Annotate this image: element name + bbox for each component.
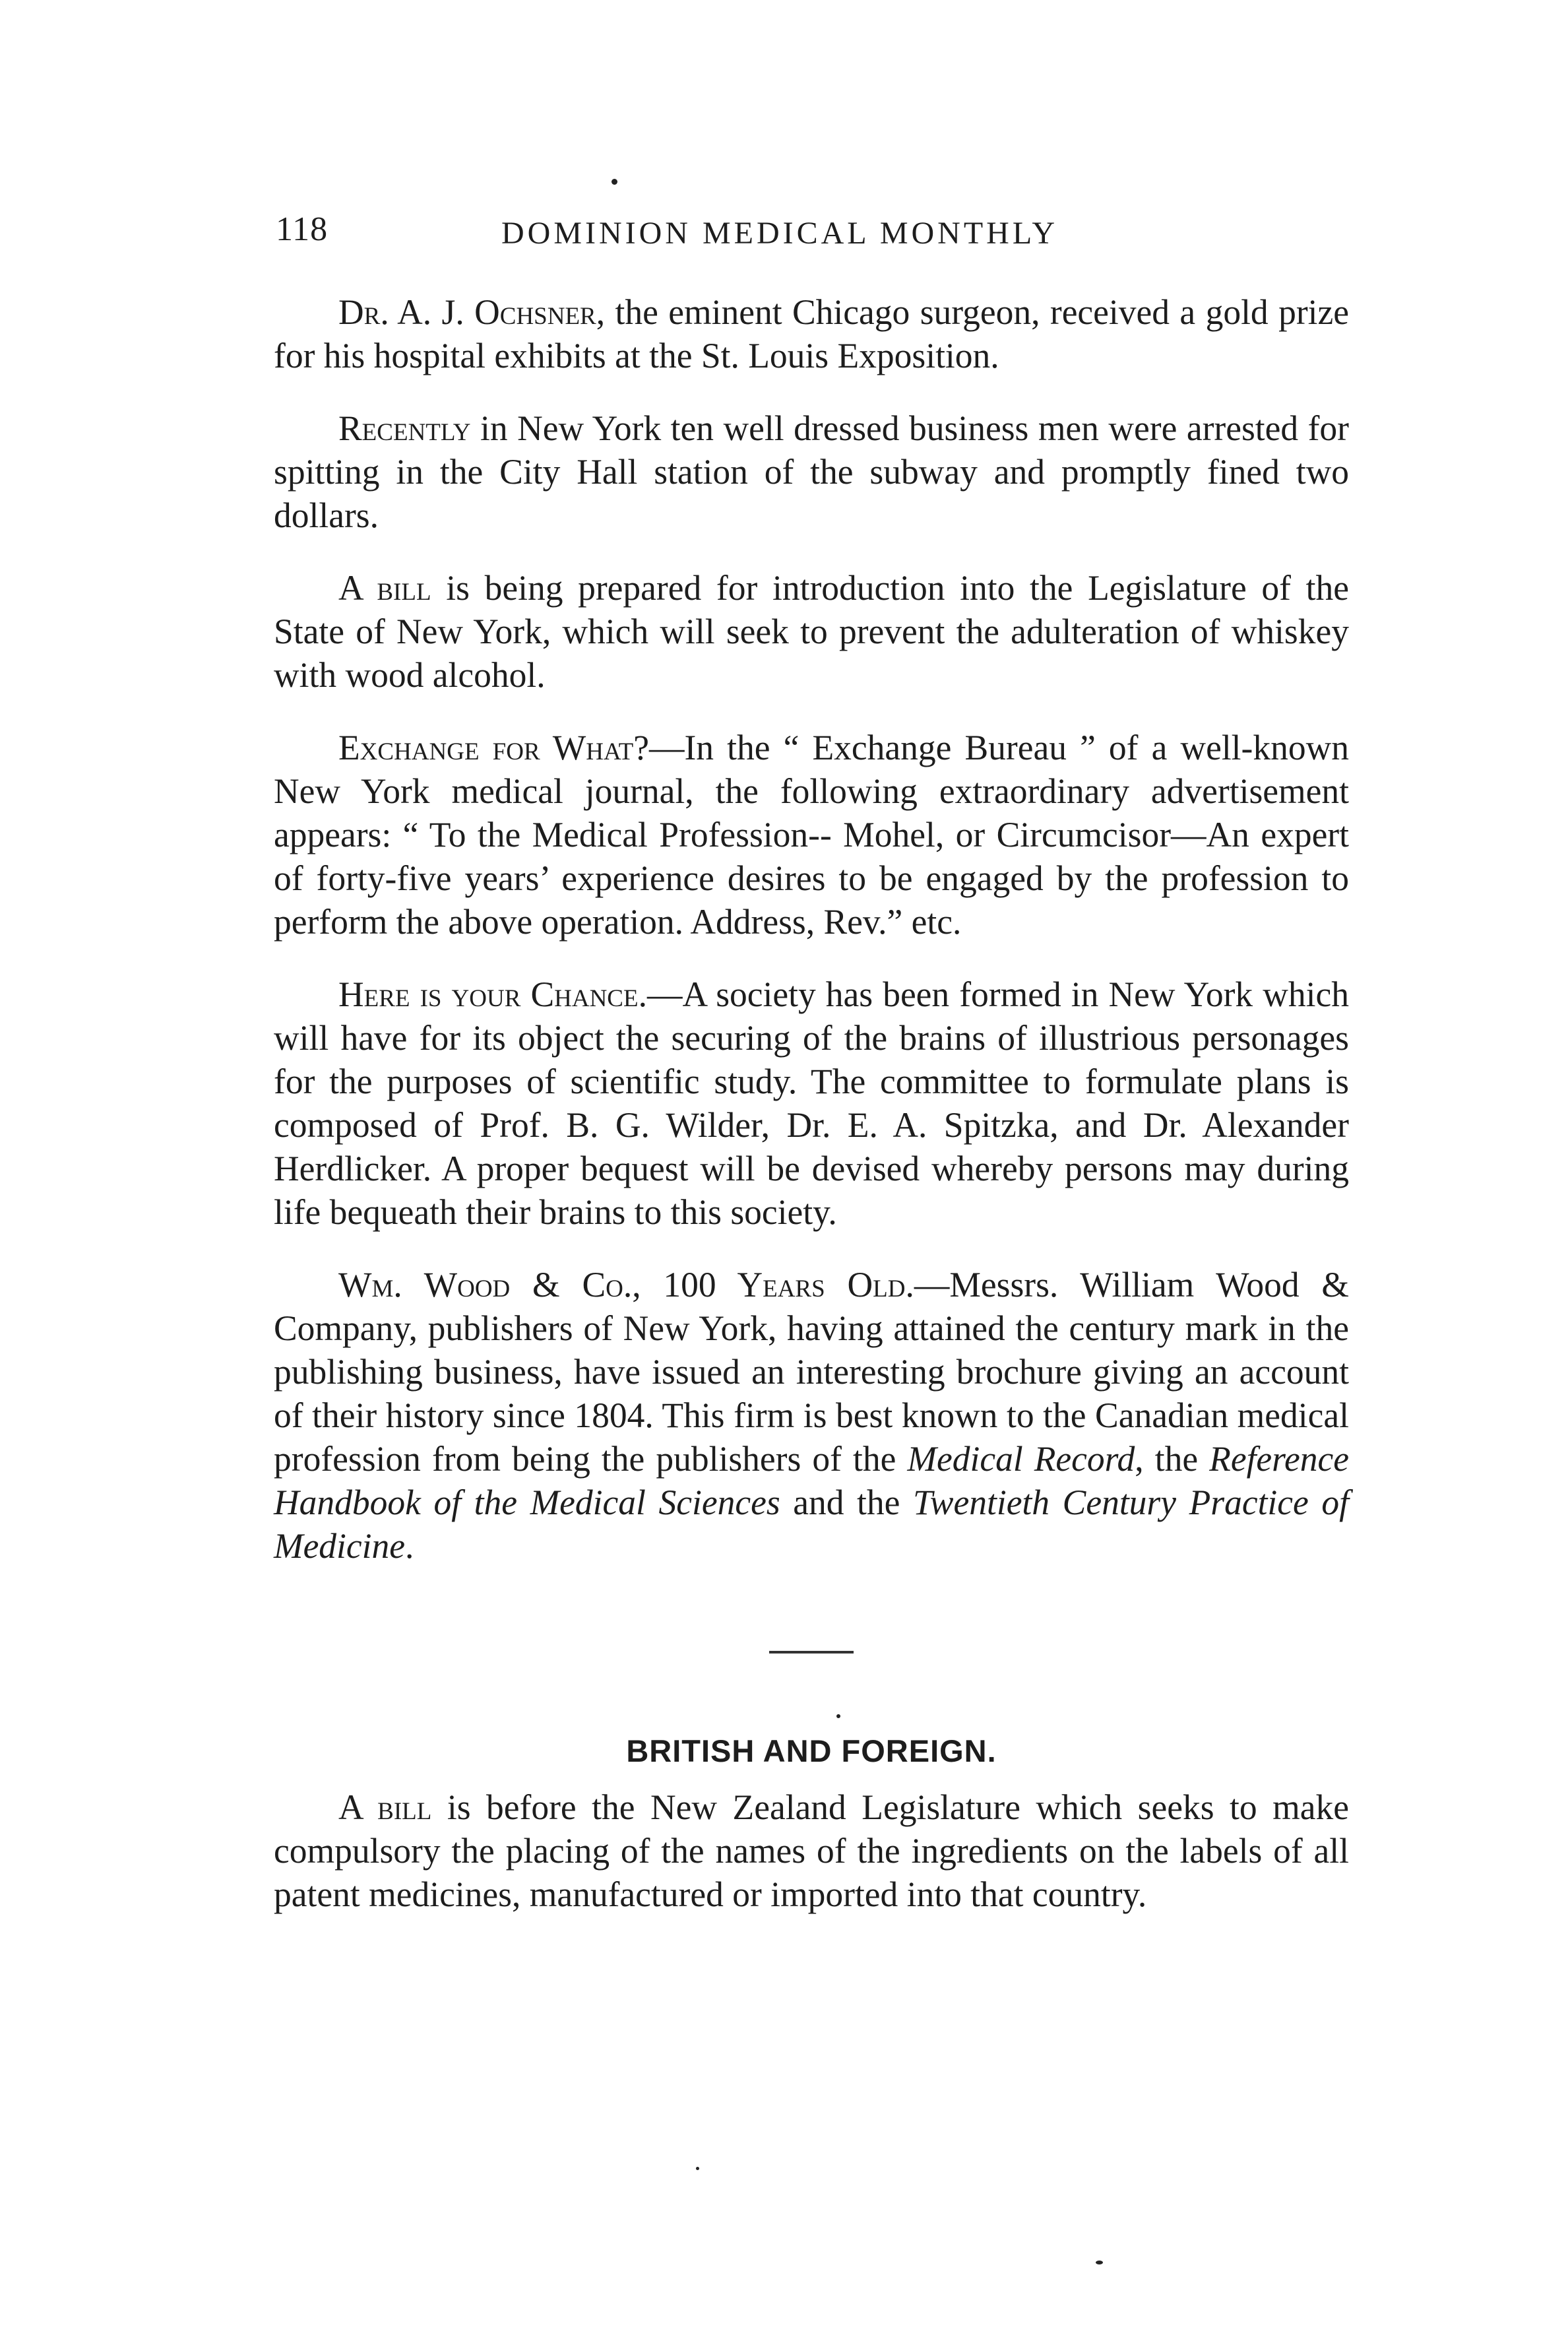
paragraph-text: , the bbox=[1135, 1439, 1210, 1479]
section-divider bbox=[769, 1651, 854, 1653]
paragraph-wood-alcohol-bill bbox=[274, 566, 1349, 697]
paragraph-lead: Dr. A. J. Ochsner, bbox=[338, 292, 606, 332]
paragraph-text: —A society has been formed in New York which will have for its object the securing of the brains of illustrious personages for the purposes of scientific study. The committee to formulate plans is composed of Prof. B. G. Wilder, Dr. E. A. Spitzka, and Dr. Alexander Herdlicker. A proper bequest will be devised whereby persons may during life bequeath their brains to this society. bbox=[274, 975, 1349, 1232]
paragraph-text: —Messrs. William Wood & Company, publishers of New York, having attained the century mark in the publishing business, have issued an interesting brochure giving an account of their history since 1804. This firm is best known to the Canadian medical profession from being the publishers of the bbox=[274, 1265, 1349, 1479]
paragraph-lead: Recently bbox=[338, 408, 471, 448]
paragraph-brains-society bbox=[274, 973, 1349, 1234]
paragraph-wood-company bbox=[274, 1263, 1349, 1568]
speck-mark bbox=[836, 1714, 840, 1718]
paragraph-lead: A bill bbox=[338, 568, 431, 608]
paragraph-text: is being prepared for introduction into the Legislature of the State of New York, which will seek to prevent the adulteration of whiskey with wood alcohol. bbox=[274, 568, 1349, 695]
paragraph-exchange bbox=[274, 726, 1349, 944]
paragraph-text: the eminent Chicago surgeon, received a gold prize for his hospital exhibits at the St. Louis Exposition. bbox=[274, 292, 1350, 375]
speck-mark bbox=[1096, 2261, 1103, 2264]
printer-mark-dot bbox=[612, 179, 617, 185]
speck-mark bbox=[696, 2167, 699, 2170]
paragraph-ochsner bbox=[274, 290, 1349, 377]
paragraph-lead: Here is your Chance. bbox=[338, 975, 647, 1014]
paragraph-text: . bbox=[405, 1526, 414, 1566]
running-head: DOMINION MEDICAL MONTHLY bbox=[501, 216, 1059, 251]
italic-title: Reference Handbook of the Medical Sciences bbox=[274, 1439, 1349, 1522]
paragraph-spitting bbox=[274, 406, 1349, 537]
paragraph-text: and the bbox=[780, 1483, 913, 1522]
paragraph-new-zealand-bill bbox=[274, 1785, 1349, 1916]
section-title: BRITISH AND FOREIGN. bbox=[626, 1733, 997, 1768]
page-body bbox=[274, 290, 1349, 1945]
paragraph-text: in New York ten well dressed business men were arrested for spitting in the City Hall station of the subway and promptly fined two dollars. bbox=[274, 408, 1349, 535]
paragraph-text: —In the “ Exchange Bureau ” of a well-known New York medical journal, the following extraordinary advertisement appears: “ To the Medical Profession-- Mohel, or Circumcisor—An expert of forty-five years’ experience desires to be engaged by the profession to perform the above operation. Address, Rev.” etc. bbox=[274, 728, 1349, 942]
paragraph-lead: Exchange for What? bbox=[338, 728, 649, 767]
italic-title: Twentieth Century Practice of Medicine bbox=[274, 1483, 1349, 1566]
paragraph-lead: A bill bbox=[338, 1787, 432, 1827]
page-number: 118 bbox=[276, 210, 329, 248]
italic-title: Medical Record bbox=[907, 1439, 1135, 1479]
paragraph-lead: Wm. Wood & Co., 100 Years Old. bbox=[338, 1265, 914, 1304]
paragraph-text: is before the New Zealand Legislature which seeks to make compulsory the placing of the names of the ingredients on the labels of all patent medicines, manufactured or imported into that country. bbox=[274, 1787, 1350, 1914]
